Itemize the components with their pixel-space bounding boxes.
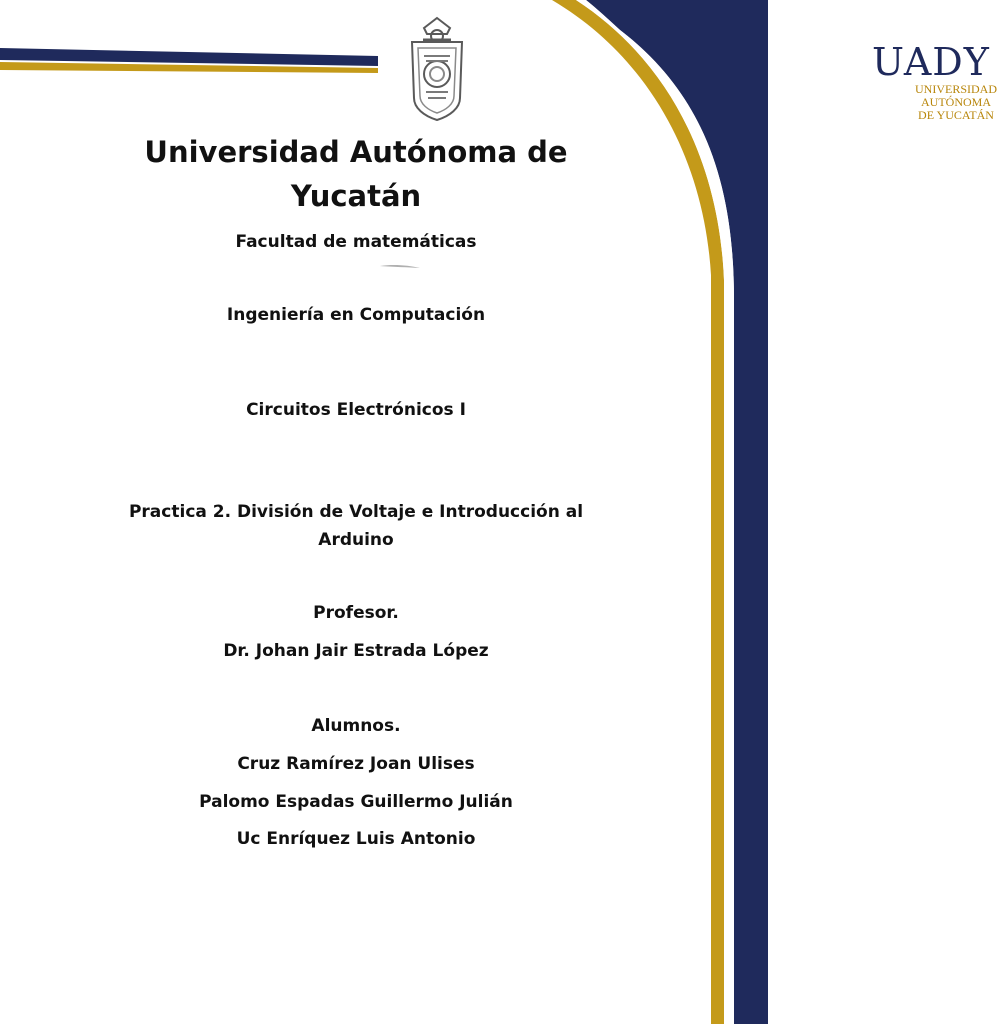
document-title-line2: Yucatán	[290, 179, 422, 213]
brand-block	[872, 40, 1002, 122]
practice-title-line1: Practica 2. División de Voltaje e Introducción al	[128, 502, 584, 522]
practice-title	[110, 498, 602, 554]
document-title-line1: Universidad Autónoma de	[144, 135, 568, 169]
brand-subtitle	[910, 83, 1002, 122]
faculty-name: Facultad de matemáticas	[235, 232, 477, 252]
university-seal-icon	[402, 16, 472, 124]
brand-subtitle-line2: AUTÓNOMA	[921, 95, 991, 109]
students-label: Alumnos.	[311, 716, 401, 736]
student-name: Cruz Ramírez Joan Ulises	[237, 754, 475, 774]
brand-name: UADY	[872, 40, 990, 84]
brand-subtitle-line1: UNIVERSIDAD	[915, 82, 997, 96]
university-logo	[402, 16, 997, 124]
professor-name: Dr. Johan Jair Estrada López	[223, 641, 489, 661]
course-name: Circuitos Electrónicos I	[246, 400, 466, 420]
practice-title-line2: Arduino	[318, 530, 394, 550]
student-name: Palomo Espadas Guillermo Julián	[199, 792, 513, 812]
student-name: Uc Enríquez Luis Antonio	[236, 829, 476, 849]
brand-subtitle-line3: DE YUCATÁN	[918, 108, 994, 122]
professor-label: Profesor.	[313, 603, 399, 623]
program-name: Ingeniería en Computación	[226, 305, 486, 325]
document-title	[110, 130, 602, 218]
